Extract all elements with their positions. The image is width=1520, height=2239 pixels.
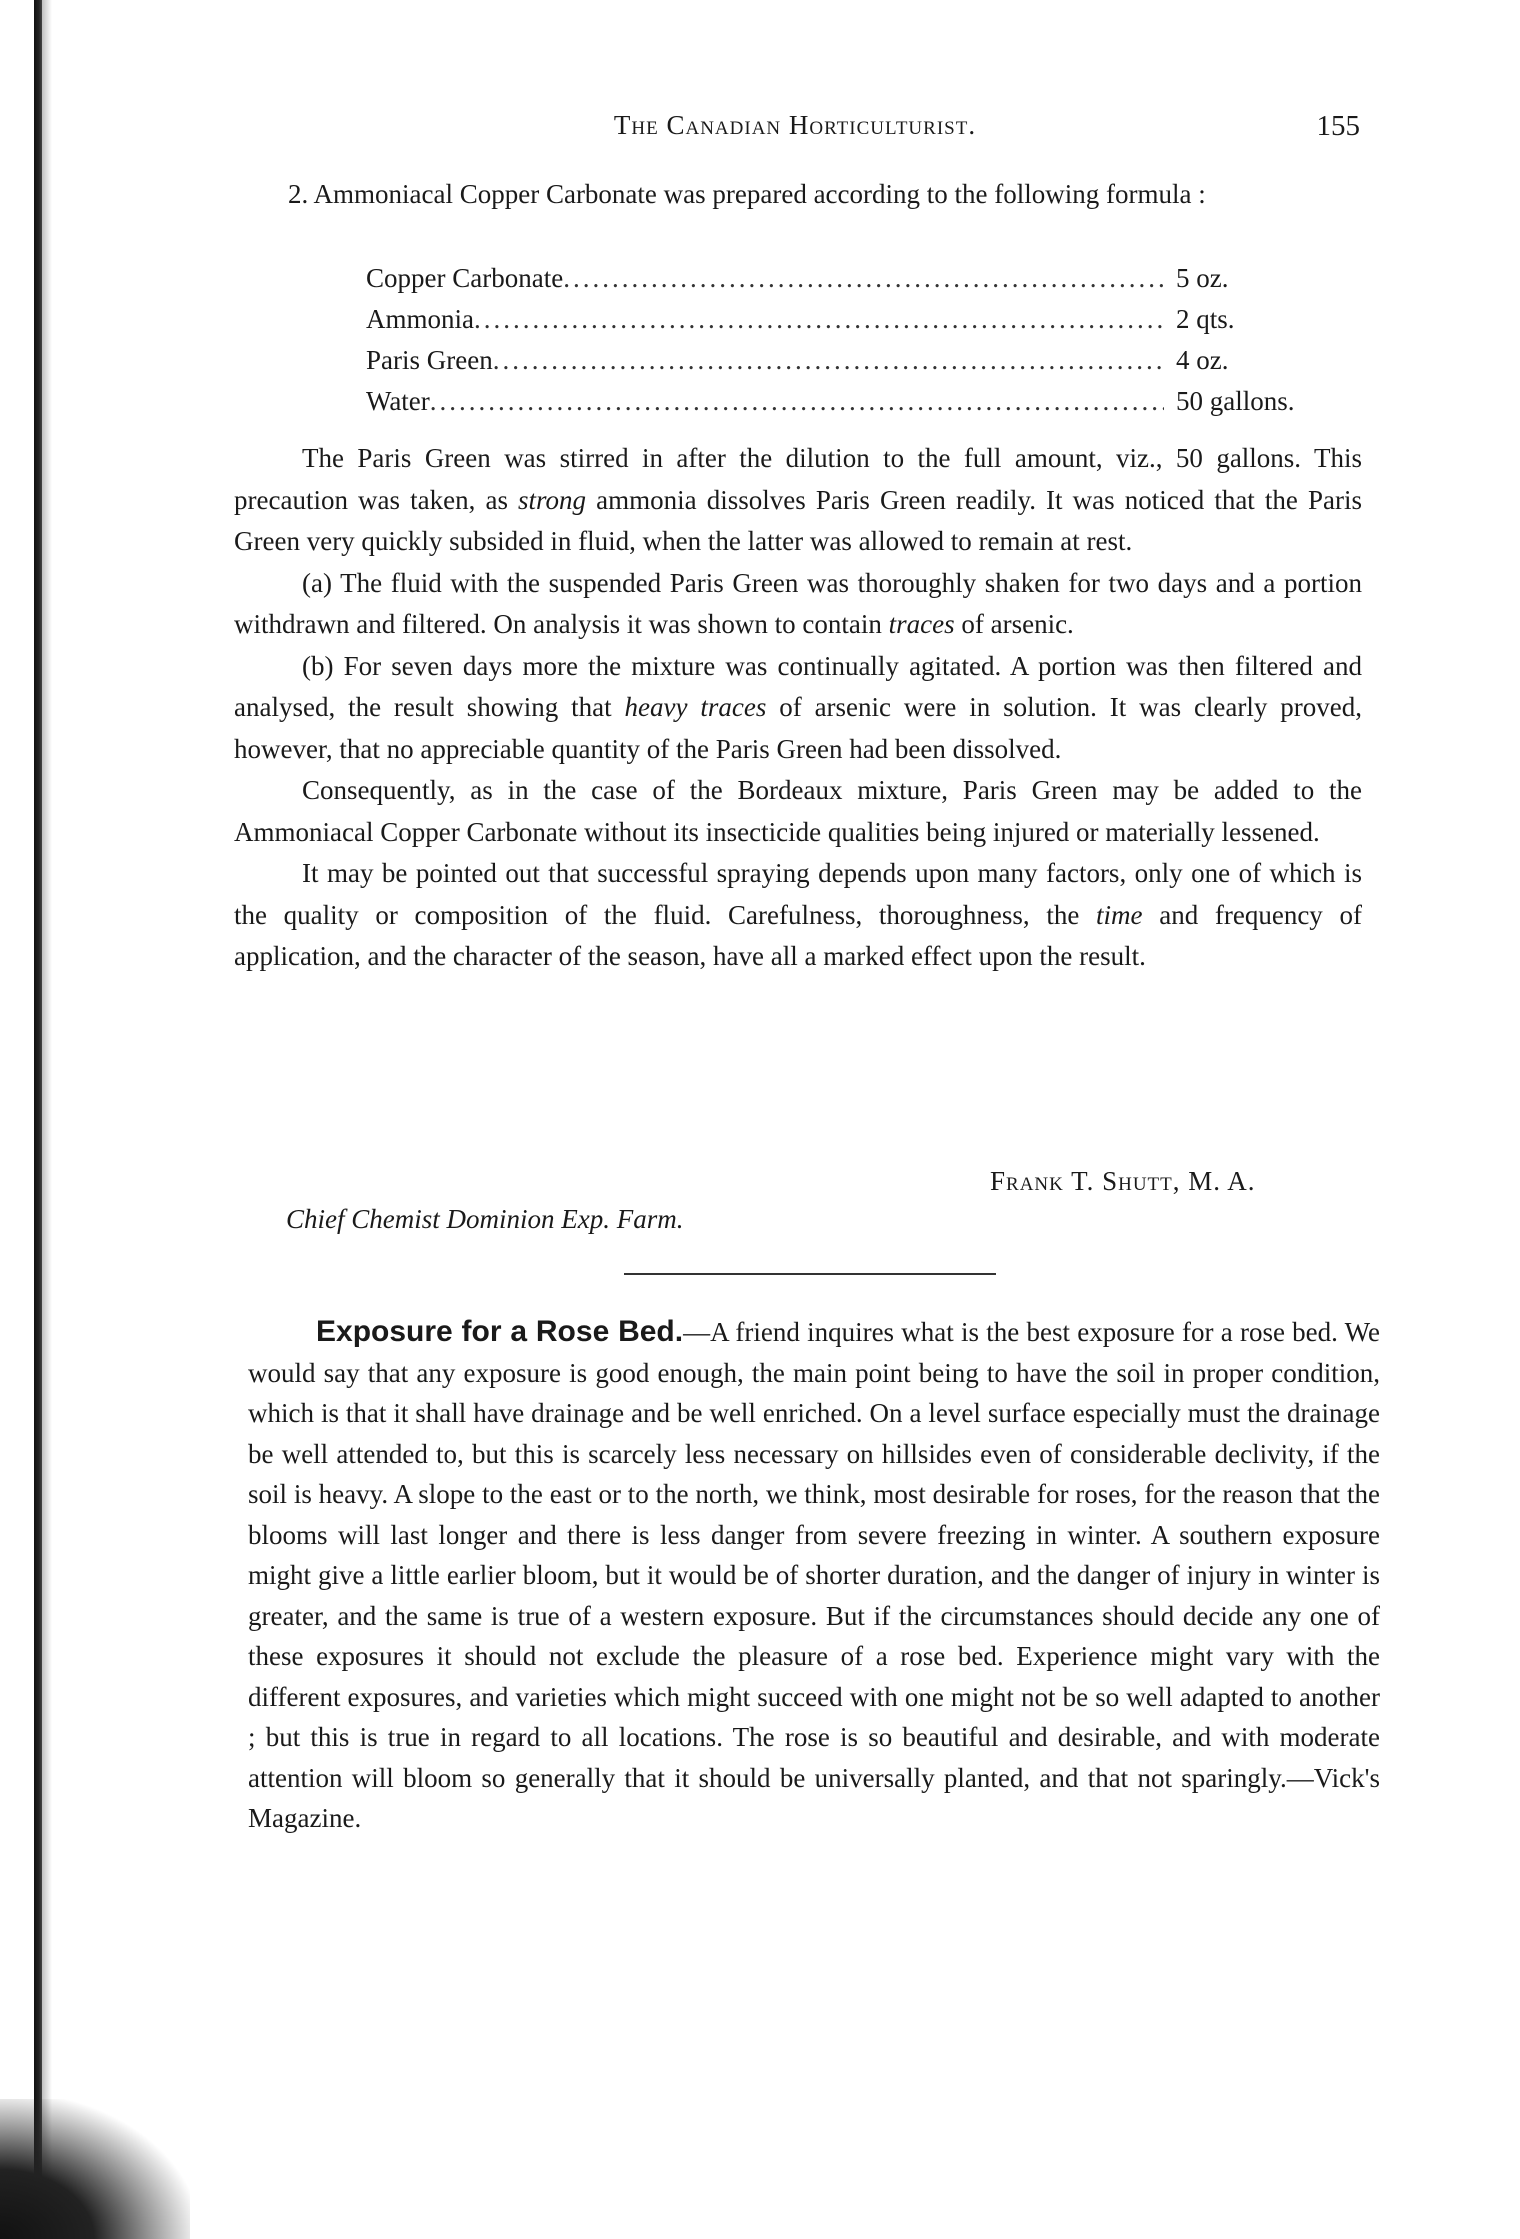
text-run: ammonia dissolves Paris Green readily. It was noticed that the Paris Green very quickly subsided in fluid, when the latter was allowed to remain at rest.: [234, 484, 1362, 556]
leader-dots: [474, 299, 1164, 340]
section-2-intro: [232, 174, 1360, 216]
formula-ingredient: Water: [366, 386, 430, 416]
page-corner-shadow: [0, 2099, 190, 2239]
formula-ingredient: Paris Green: [366, 345, 493, 375]
text-run: For seven days more the mixture was continually agitated. A portion was then filtered and analysed, the result showing that: [234, 650, 1362, 722]
paragraph-spraying: [234, 853, 1362, 978]
paragraph-a: [234, 563, 1362, 646]
formula-row: [366, 258, 1326, 299]
formula-ingredient: Copper Carbonate: [366, 263, 564, 293]
paragraph-b: [234, 646, 1362, 771]
intro-paragraph: 2. Ammoniacal Copper Carbonate was prepared according to the following formula :: [288, 179, 1206, 209]
paragraph-consequently: Consequently, as in the case of the Bordeaux mixture, Paris Green may be added to the Ammoniacal Copper Carbonate without its insecticide qualities being injured or materially lessened.: [234, 775, 1362, 847]
emphasis-traces: traces: [888, 609, 955, 639]
formula-quantity: 50 gallons.: [1176, 386, 1295, 416]
spine-shadow: [42, 0, 52, 2239]
page-number: 155: [1316, 110, 1360, 142]
article-heading: Exposure for a Rose Bed.: [316, 1315, 684, 1348]
formula-row: [366, 381, 1326, 422]
running-head: [230, 110, 1360, 150]
text-run: of arsenic.: [954, 609, 1074, 639]
article-body: —A friend inquires what is the best exposure for a rose bed. We would say that any exposure is good enough, the main point being to have the soil in proper condition, which is that it shall have drainage and be well enriched. On a level surface especially must the drainage be well attended to, but this is scarcely less necessary on hillsides even of considerable declivity, if the soil is heavy. A slope to the east or to the north, we think, most desirable for roses, for the reason that the blooms will last longer and there is less danger from severe freezing in winter. A southern exposure might give a little earlier bloom, but it would be of shorter duration, and the danger of injury in winter is greater, and the same is true of a western exposure. But if the circumstances should decide any one of these exposures it should not exclude the pleasure of a rose bed. Experience might vary with the different exposures, and varieties which might succeed with one might not be so well adapted to another ; but this is true in regard to all locations. The rose is so beautiful and desirable, and with moderate attention will bloom so generally that it should be universally planted, and that not sparingly.—Vick's Magazine.: [248, 1317, 1380, 1833]
section-2-body: [234, 438, 1362, 978]
emphasis-time: time: [1096, 899, 1143, 930]
rose-bed-article: [248, 1312, 1380, 1839]
item-label-b: (b): [302, 650, 334, 681]
formula-ingredient: Ammonia: [366, 304, 474, 334]
journal-title: The Canadian Horticulturist.: [613, 110, 977, 140]
formula-quantity: 5 oz.: [1176, 263, 1229, 293]
text-run: The fluid with the suspended Paris Green was thoroughly shaken for two days and a portion withdrawn and filtered. On analysis it was shown to contain: [234, 567, 1362, 639]
formula-quantity: 4 oz.: [1176, 345, 1229, 375]
text-run: It may be pointed out that successful spraying depends upon many factors, only one of which is the quality or composition of the fluid. Carefulness, thoroughness, the: [234, 858, 1362, 930]
emphasis-heavy-traces: heavy traces: [624, 692, 767, 722]
formula-table: [366, 258, 1326, 422]
text-run: The Paris Green was stirred in after the dilution to the full amount, viz., 50 gallons. This precaution was taken, as: [234, 443, 1362, 515]
paragraph-dilution: [234, 438, 1362, 563]
book-spine-edge: [34, 0, 42, 2239]
text-run: and frequency of application, and the character of the season, have all a marked effect upon the result.: [234, 899, 1362, 971]
leader-dots: [493, 340, 1164, 381]
leader-dots: [563, 258, 1164, 299]
author-affiliation: Chief Chemist Dominion Exp. Farm.: [286, 1204, 684, 1234]
text-run: of arsenic were in solution. It was clearly proved, however, that no appreciable quantity of the Paris Green had been dissolved.: [234, 692, 1362, 764]
leader-dots: [430, 381, 1164, 422]
emphasis-strong: strong: [518, 484, 587, 515]
rose-paragraph: [248, 1312, 1380, 1839]
formula-quantity: 2 qts.: [1176, 304, 1235, 334]
formula-row: [366, 340, 1326, 381]
formula-row: [366, 299, 1326, 340]
item-label-a: (a): [302, 567, 332, 598]
section-divider: [624, 1273, 996, 1275]
author-signature: Frank T. Shutt, M. A.: [990, 1166, 1256, 1196]
